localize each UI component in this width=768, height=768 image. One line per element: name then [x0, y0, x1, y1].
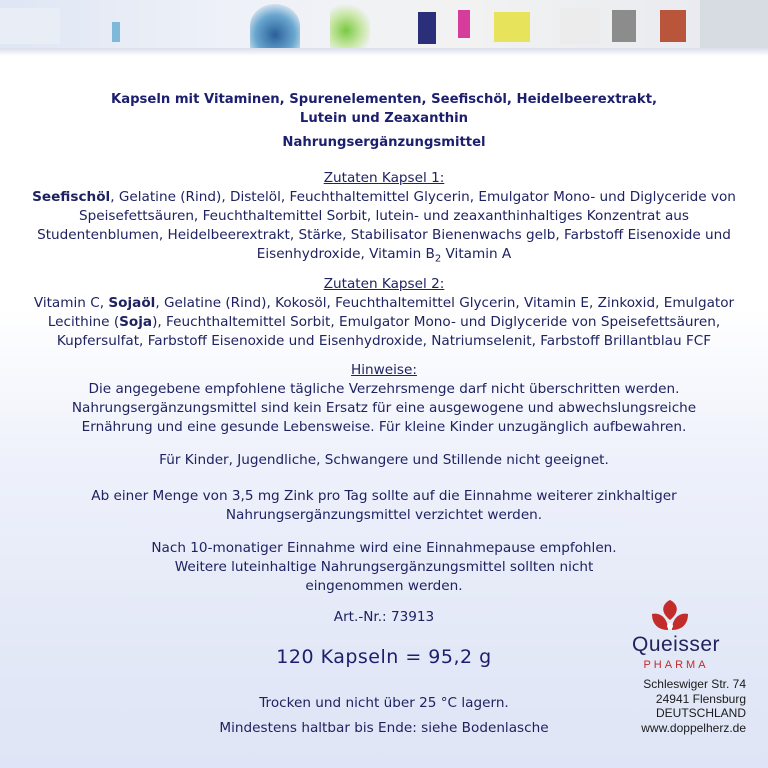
- capsule1-section: [0, 169, 768, 269]
- notes-p4-line-1: Nach 10-monatiger Einnahme wird eine Einnahmepause empfohlen.: [151, 540, 617, 556]
- quantity-label: 120 Kapseln = 95,2 g: [276, 646, 492, 668]
- allergen-soy-oil: Sojaöl: [108, 295, 156, 311]
- strip-eye-graphic: [250, 4, 300, 48]
- vitamin-b2-subscript: 2: [434, 253, 442, 265]
- capsule2-line-3: Kupfersulfat, Farbstoff Eisenoxide und Eisenhydroxide, Natriumselenit, Farbstoff Brillantblau FCF: [56, 333, 712, 349]
- best-before: Mindestens haltbar bis Ende: siehe Bodenlasche: [219, 720, 549, 736]
- allergen-soy: Soja: [119, 314, 153, 330]
- notes-p3-line-1: Ab einer Menge von 3,5 mg Zink pro Tag sollte auf die Einnahme weiterer zinkhaltiger: [91, 488, 677, 504]
- capsule2-line-2: [0, 313, 768, 332]
- package-top-edge: [0, 0, 768, 48]
- category-label: Nahrungsergänzungsmittel: [282, 135, 486, 150]
- manufacturer-sub: PHARMA: [643, 659, 709, 671]
- title-line-1: Kapseln mit Vitaminen, Spurenelementen, Seefischöl, Heidelbeerextrakt,: [110, 92, 658, 107]
- capsule2-heading: Zutaten Kapsel 2:: [323, 276, 445, 292]
- title-line-2: Lutein und Zeaxanthin: [299, 111, 469, 126]
- article-number: Art.-Nr.: 73913: [333, 609, 435, 625]
- address-city: 24941 Flensburg: [655, 691, 746, 706]
- notes-p2: Für Kinder, Jugendliche, Schwangere und Stillende nicht geeignet.: [159, 452, 609, 468]
- notes-p3-line-2: Nahrungsergänzungsmittel verzichtet werden.: [225, 507, 543, 523]
- notes-p3: [0, 487, 768, 525]
- storage-instruction: Trocken und nicht über 25 °C lagern.: [259, 695, 509, 711]
- capsule1-line-1-text: , Gelatine (Rind), Distelöl, Feuchthaltemittel Glycerin, Emulgator Mono- und Diglyceride von: [110, 189, 736, 205]
- manufacturer-address: [596, 677, 746, 735]
- capsule2-section: [0, 275, 768, 351]
- strip-magenta-box: [458, 10, 470, 38]
- strip-panel: [0, 8, 60, 44]
- notes-p1-line-1: Die angegebene empfohlene tägliche Verzehrsmenge darf nicht überschritten werden.: [88, 381, 680, 397]
- capsule2-line-2-post: ), Feuchthaltemittel Sorbit, Emulgator Mono- und Diglyceride von Speisefettsäuren,: [152, 314, 721, 330]
- notes-p4-line-2: Weitere luteinhaltige Nahrungsergänzungsmittel sollten nicht: [174, 559, 594, 575]
- strip-grey-box: [560, 8, 600, 44]
- notes-section: [0, 361, 768, 437]
- top-shadow: [0, 48, 768, 56]
- capsule2-line-1-post: , Gelatine (Rind), Kokosöl, Feuchthaltemittel Glycerin, Vitamin E, Zinkoxid, Emulgator: [155, 295, 735, 311]
- capsule1-line-2: Speisefettsäuren, Feuchthaltemittel Sorbit, lutein- und zeaxanthinhaltiges Konzentrat aus: [78, 208, 689, 224]
- strip-yellow-box: [494, 12, 530, 42]
- strip-right-panel: [700, 0, 768, 48]
- capsule2-line-2-pre: Lecithine (: [47, 314, 120, 330]
- capsule1-line-4-end: Vitamin A: [441, 246, 512, 262]
- address-country: DEUTSCHLAND: [655, 706, 746, 720]
- strip-grey-dark-box: [612, 10, 636, 42]
- notes-p4: [0, 539, 768, 596]
- notes-p4-line-3: eingenommen werden.: [305, 578, 463, 594]
- capsule1-line-3: Studentenblumen, Heidelbeerextrakt, Stärke, Stabilisator Bienenwachs gelb, Farbstoff Eisenoxide und: [37, 227, 731, 243]
- strip-green-graphic: [330, 4, 370, 48]
- capsule1-heading: Zutaten Kapsel 1:: [323, 170, 445, 186]
- strip-dark-box: [418, 12, 436, 44]
- queisser-logo-icon: [648, 598, 692, 638]
- website-link[interactable]: www.doppelherz.de: [641, 720, 746, 735]
- product-description: [0, 90, 768, 128]
- notes-p1-line-3: Ernährung und eine gesunde Lebensweise. Für kleine Kinder unzugänglich aufbewahren.: [81, 419, 687, 435]
- notes-heading: Hinweise:: [351, 362, 417, 378]
- address-street: Schleswiger Str. 74: [643, 677, 746, 691]
- capsule2-line-1-pre: Vitamin C,: [33, 295, 109, 311]
- capsule1-line-1: [0, 188, 768, 207]
- capsule2-line-1: [0, 294, 768, 313]
- manufacturer-name: Queisser: [631, 633, 721, 656]
- allergen-fish-oil: Seefischöl: [32, 189, 111, 205]
- strip-mark: [112, 22, 120, 42]
- capsule1-line-4: [0, 245, 768, 269]
- strip-red-box: [660, 10, 686, 42]
- notes-p1-line-2: Nahrungsergänzungsmittel sind kein Ersatz für eine ausgewogene und abwechslungsreiche: [71, 400, 697, 416]
- capsule1-line-4-text: Eisenhydroxide, Vitamin B: [256, 246, 435, 262]
